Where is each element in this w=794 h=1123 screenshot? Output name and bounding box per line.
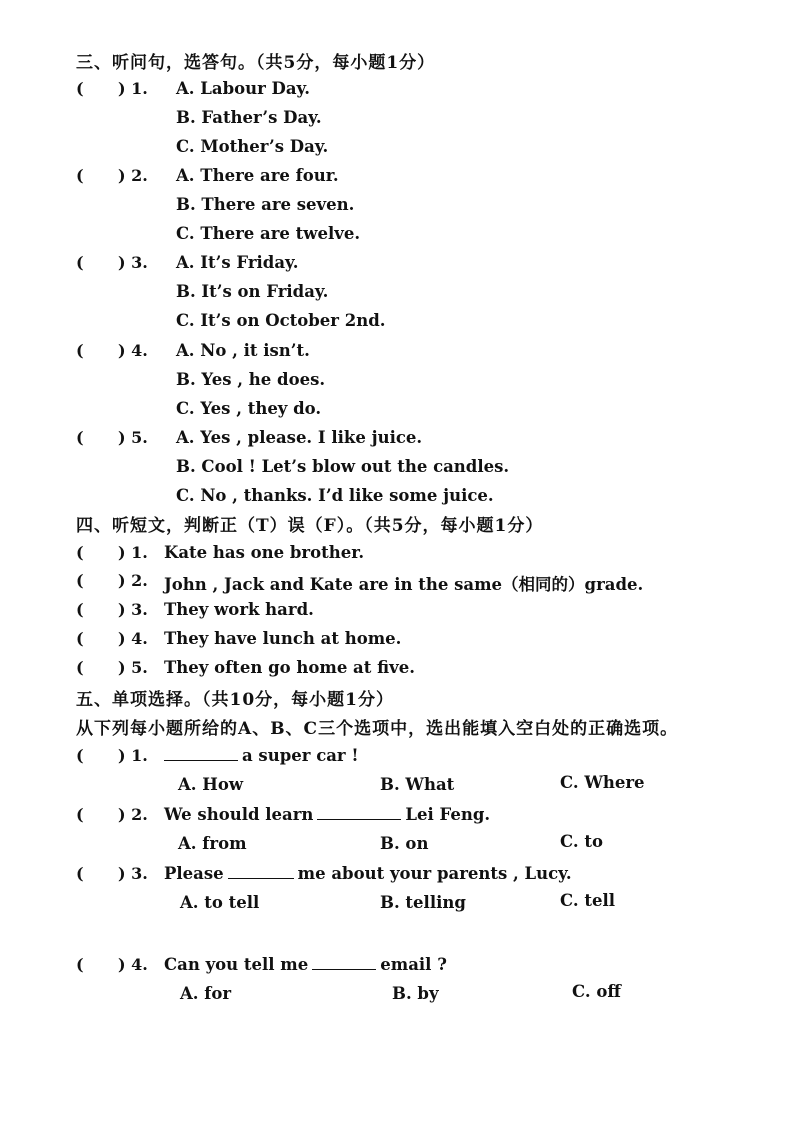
statement-text: Kate has one brother. bbox=[164, 543, 365, 562]
answer-paren: ( bbox=[76, 543, 84, 562]
section5-instruction: 从下列每小题所给的A、B、C三个选项中，选出能填入空白处的正确选项。 bbox=[76, 719, 679, 739]
answer-blank bbox=[312, 955, 376, 970]
answer-paren: ( bbox=[76, 253, 84, 272]
answer-blank bbox=[228, 864, 294, 879]
option-b: B. telling bbox=[380, 893, 466, 912]
question-number: ) 5. bbox=[118, 428, 148, 447]
option-b: B. Cool ! Let’s blow out the candles. bbox=[176, 457, 510, 476]
option-c: C. off bbox=[572, 982, 621, 1001]
answer-blank bbox=[317, 805, 401, 820]
stem-pre: We should learn bbox=[164, 805, 314, 824]
option-b: B. Yes , he does. bbox=[176, 370, 326, 389]
option-a: A. for bbox=[180, 984, 232, 1003]
stem-post: a super car ! bbox=[242, 746, 359, 765]
option-c: C. Yes , they do. bbox=[176, 399, 322, 418]
answer-paren: ( bbox=[76, 658, 84, 677]
statement-text: John , Jack and Kate are in the same（相同的）grade. bbox=[164, 575, 644, 594]
answer-paren: ( bbox=[76, 571, 84, 590]
option-a: A. There are four. bbox=[176, 166, 339, 185]
option-c: C. There are twelve. bbox=[176, 224, 361, 243]
question-number: ) 1. bbox=[118, 746, 148, 765]
answer-blank bbox=[164, 746, 238, 761]
option-b: B. What bbox=[380, 775, 455, 794]
question-stem bbox=[164, 805, 490, 824]
answer-paren: ( bbox=[76, 746, 84, 765]
answer-paren: ( bbox=[76, 166, 84, 185]
statement-text: They have lunch at home. bbox=[164, 629, 402, 648]
option-b: B. on bbox=[380, 834, 429, 853]
answer-paren: ( bbox=[76, 79, 84, 98]
option-c: C. Mother’s Day. bbox=[176, 137, 329, 156]
question-number: ) 3. bbox=[118, 253, 148, 272]
option-b: B. There are seven. bbox=[176, 195, 355, 214]
option-a: A. Yes , please. I like juice. bbox=[176, 428, 423, 447]
item-number: ) 2. bbox=[118, 571, 148, 590]
answer-paren: ( bbox=[76, 428, 84, 447]
item-number: ) 5. bbox=[118, 658, 148, 677]
section4-heading: 四、听短文，判断正（T）误（F）。（共5分，每小题1分） bbox=[76, 516, 544, 536]
statement-text: They work hard. bbox=[164, 600, 314, 619]
question-stem bbox=[164, 955, 447, 974]
option-a: A. It’s Friday. bbox=[176, 253, 299, 272]
stem-pre: Please bbox=[164, 864, 224, 883]
question-stem bbox=[164, 864, 572, 883]
option-a: A. Labour Day. bbox=[176, 79, 310, 98]
answer-paren: ( bbox=[76, 600, 84, 619]
option-c: C. No , thanks. I’d like some juice. bbox=[176, 486, 494, 505]
answer-paren: ( bbox=[76, 955, 84, 974]
option-b: B. Father’s Day. bbox=[176, 108, 322, 127]
question-number: ) 1. bbox=[118, 79, 148, 98]
answer-paren: ( bbox=[76, 805, 84, 824]
stem-post: email ? bbox=[380, 955, 447, 974]
option-a: A. How bbox=[178, 775, 244, 794]
stem-post: me about your parents , Lucy. bbox=[297, 864, 572, 883]
answer-paren: ( bbox=[76, 864, 84, 883]
statement-text: They often go home at five. bbox=[164, 658, 415, 677]
question-number: ) 4. bbox=[118, 955, 148, 974]
option-b: B. It’s on Friday. bbox=[176, 282, 329, 301]
stem-post: Lei Feng. bbox=[405, 805, 491, 824]
option-a: A. No , it isn’t. bbox=[176, 341, 310, 360]
section3-heading: 三、听问句，选答句。（共5分，每小题1分） bbox=[76, 53, 436, 73]
question-number: ) 2. bbox=[118, 805, 148, 824]
question-stem bbox=[164, 746, 359, 765]
answer-paren: ( bbox=[76, 341, 84, 360]
option-a: A. from bbox=[178, 834, 247, 853]
option-c: C. Where bbox=[560, 773, 645, 792]
option-c: C. It’s on October 2nd. bbox=[176, 311, 386, 330]
stem-pre: Can you tell me bbox=[164, 955, 309, 974]
option-c: C. to bbox=[560, 832, 603, 851]
option-a: A. to tell bbox=[180, 893, 260, 912]
question-number: ) 2. bbox=[118, 166, 148, 185]
option-c: C. tell bbox=[560, 891, 615, 910]
answer-paren: ( bbox=[76, 629, 84, 648]
question-number: ) 4. bbox=[118, 341, 148, 360]
item-number: ) 3. bbox=[118, 600, 148, 619]
item-number: ) 1. bbox=[118, 543, 148, 562]
item-number: ) 4. bbox=[118, 629, 148, 648]
option-b: B. by bbox=[392, 984, 439, 1003]
question-number: ) 3. bbox=[118, 864, 148, 883]
section5-heading: 五、单项选择。（共10分，每小题1分） bbox=[76, 690, 394, 710]
